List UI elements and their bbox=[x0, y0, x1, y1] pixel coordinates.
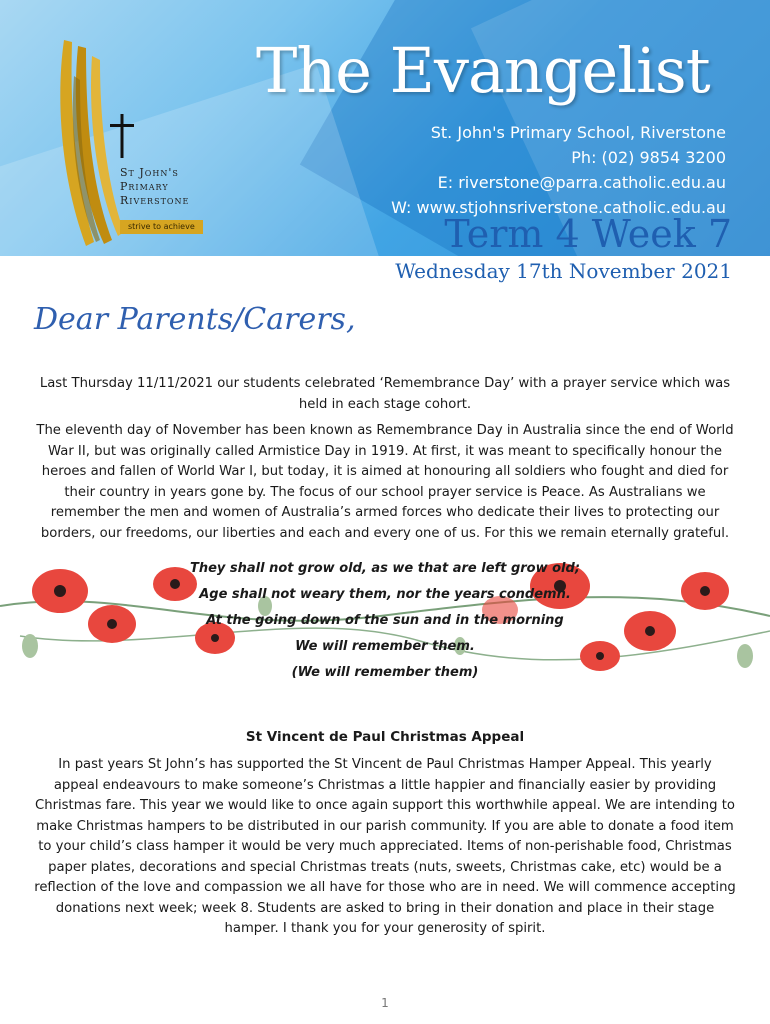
paragraph-remembrance-history: The eleventh day of November has been known as Remembrance Day in Australia since the end of World War II, but was originally called Armistice Day in 1919. At first, it was meant to specifically honour the heroes and fallen of World War I, but today, it is aimed at honouring all soldiers who fought and died for their country in years gone by. The focus of our school prayer service is Peace. As Australians we remember the men and women of Australia’s armed forces who dedicate their lives to protecting our borders, our freedoms, our liberties and each and every one of us. For this we remain eternally grateful. bbox=[36, 423, 734, 541]
term-week: Term 4 Week 7 bbox=[444, 212, 732, 256]
appeal-heading: St Vincent de Paul Christmas Appeal bbox=[245, 729, 525, 745]
ode-line: They shall not grow old, as we that are left grow old; bbox=[189, 561, 581, 576]
page-number: 1 bbox=[381, 996, 389, 1010]
paragraph-remembrance-intro: Last Thursday 11/11/2021 our students celebrated ‘Remembrance Day’ with a prayer service which was held in each stage cohort. bbox=[39, 376, 731, 412]
cross-icon bbox=[110, 114, 134, 158]
ode-response: (We will remember them) bbox=[291, 665, 479, 680]
paragraph-appeal: In past years St John’s has supported the St Vincent de Paul Christmas Hamper Appeal. This yearly appeal endeavours to make someone’s Christmas a little happier and financially easier by providing Christmas fare. This year we would like to once again support this worthwhile appeal. We are intending to make Christmas hampers to be distributed in our parish community. If you are able to donate a food item to your child’s class hamper it would be very much appreciated. Items of non-perishable food, Christmas paper plates, decorations and special Christmas treats (nuts, sweets, Christmas cake, etc) would be a reflection of the love and compassion we all have for those who are in need. We will commence accepting donations next week; week 8. Students are asked to bring in their donation and place in their stage hamper. I thank you for your generosity of spirit. bbox=[34, 757, 736, 936]
contact-block bbox=[391, 120, 726, 220]
letter-greeting: Dear Parents/Carers, bbox=[34, 302, 356, 337]
remembrance-ode bbox=[0, 556, 770, 686]
logo-wordmark: St John's Primary Riverstone bbox=[120, 166, 190, 207]
issue-date: Wednesday 17th November 2021 bbox=[395, 259, 732, 283]
ode-line: Age shall not weary them, nor the years condemn. bbox=[199, 587, 571, 602]
ode-line: At the going down of the sun and in the morning bbox=[206, 613, 564, 628]
school-logo bbox=[56, 36, 216, 250]
email-address: E: riverstone@parra.catholic.edu.au bbox=[437, 173, 726, 192]
logo-motto: strive to achieve bbox=[120, 220, 203, 234]
ode-line: We will remember them. bbox=[295, 639, 475, 654]
school-name: St. John's Primary School, Riverstone bbox=[430, 123, 726, 142]
newsletter-title: The Evangelist bbox=[256, 34, 710, 107]
phone-number: Ph: (02) 9854 3200 bbox=[571, 148, 726, 167]
website-address: W: www.stjohnsriverstone.catholic.edu.au bbox=[391, 198, 726, 217]
